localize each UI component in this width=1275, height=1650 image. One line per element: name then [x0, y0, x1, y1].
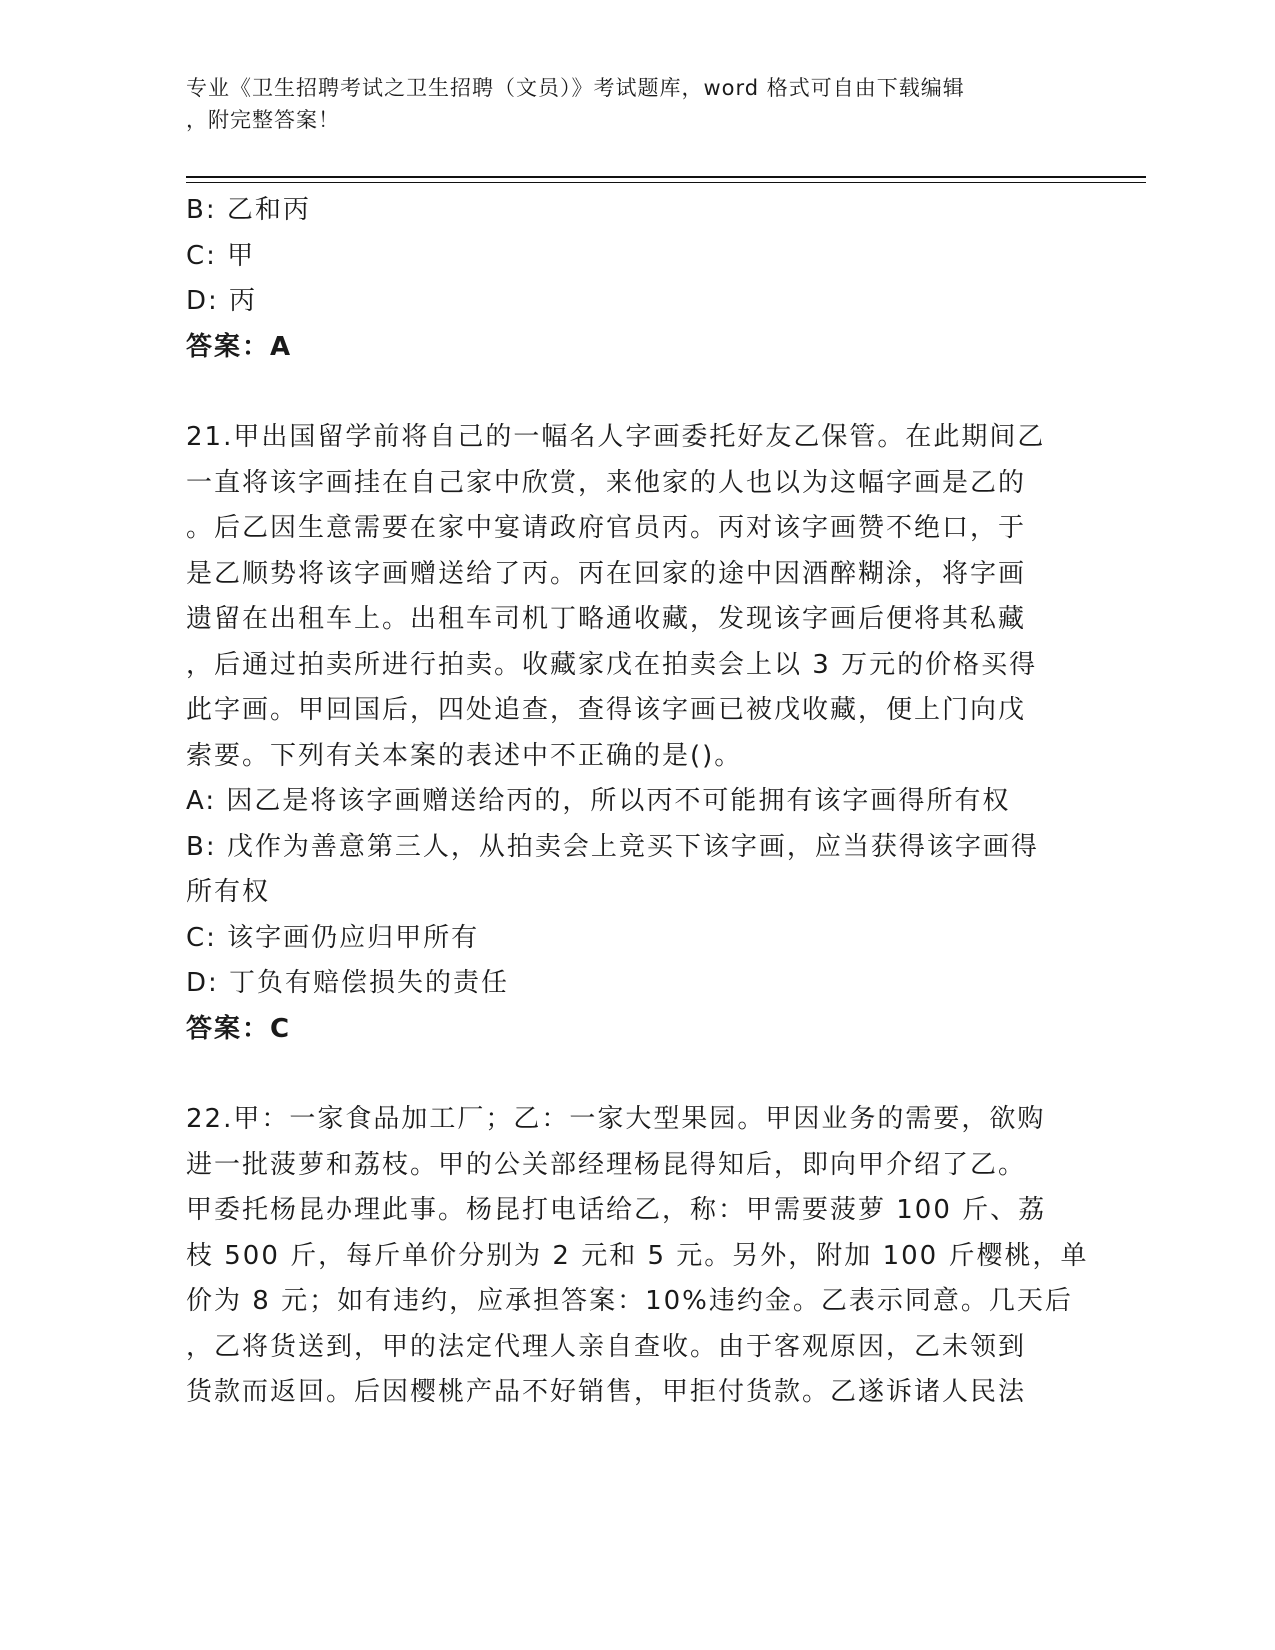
- question-21-stem: [186, 415, 1086, 779]
- stem-line: 是乙顺势将该字画赠送给了丙。丙在回家的途中因酒醉糊涂，将字画: [186, 558, 1027, 589]
- option-d: D: 丁负有赔偿损失的责任: [186, 968, 510, 998]
- header-rule-thick: [186, 176, 1146, 178]
- header-line-2: ，附完整答案！: [186, 108, 340, 132]
- stem-line: 索要。下列有关本案的表述中不正确的是()。: [186, 740, 743, 771]
- question-22-stem: [186, 1097, 1089, 1416]
- option-d: D: 丙: [186, 286, 258, 316]
- option-c: C: 甲: [186, 240, 256, 271]
- stem-line: 此字画。甲回国后，四处追查，查得该字画已被戊收藏，便上门向戊: [186, 695, 1027, 725]
- question-20-options: [186, 188, 1086, 325]
- question-21-answer: 答案：C: [186, 1013, 292, 1044]
- option-b-continued: 所有权: [186, 877, 271, 907]
- spacer: [186, 370, 1086, 415]
- question-21-options: [186, 779, 1086, 1007]
- stem-line: 甲委托杨昆办理此事。杨昆打电话给乙，称：甲需要菠萝 100 斤、荔: [186, 1195, 1047, 1225]
- stem-line: 。后乙因生意需要在家中宴请政府官员丙。丙对该字画赞不绝口，于: [186, 513, 1027, 543]
- stem-line: 一直将该字画挂在自己家中欣赏，来他家的人也以为这幅字画是乙的: [186, 467, 1027, 498]
- document-body: [186, 188, 1089, 1416]
- stem-line: ，乙将货送到，甲的法定代理人亲自查收。由于客观原因，乙未领到: [186, 1331, 1027, 1362]
- option-b: B: 戊作为善意第三人，从拍卖会上竞买下该字画，应当获得该字画得: [186, 831, 1039, 862]
- stem-line: 价为 8 元；如有违约，应承担答案：10%违约金。乙表示同意。几天后: [186, 1286, 1073, 1316]
- stem-line: 遗留在出租车上。出租车司机丁略通收藏，发现该字画后便将其私藏: [186, 604, 1027, 634]
- question-20-answer: 答案：A: [186, 331, 293, 362]
- stem-line: 枝 500 斤，每斤单价分别为 2 元和 5 元。另外，附加 100 斤樱桃，单: [186, 1240, 1089, 1271]
- document-header: [186, 72, 1066, 136]
- option-b: B: 乙和丙: [186, 195, 311, 225]
- stem-line: 货款而返回。后因樱桃产品不好销售，甲拒付货款。乙遂诉诸人民法: [186, 1377, 1027, 1407]
- header-line-1: 专业《卫生招聘考试之卫生招聘（文员）》考试题库，word 格式可自由下载编辑: [186, 76, 965, 100]
- stem-line: ，后通过拍卖所进行拍卖。收藏家戊在拍卖会上以 3 万元的价格买得: [186, 649, 1038, 680]
- stem-line: 21.甲出国留学前将自己的一幅名人字画委托好友乙保管。在此期间乙: [186, 422, 1046, 452]
- stem-line: 22.甲：一家食品加工厂；乙：一家大型果园。甲因业务的需要，欲购: [186, 1104, 1046, 1134]
- header-rule-thin: [186, 182, 1146, 183]
- option-a: A: 因乙是将该字画赠送给丙的，所以丙不可能拥有该字画得所有权: [186, 786, 1011, 816]
- stem-line: 进一批菠萝和荔枝。甲的公关部经理杨昆得知后，即向甲介绍了乙。: [186, 1149, 1027, 1180]
- spacer: [186, 1052, 1086, 1097]
- option-c: C: 该字画仍应归甲所有: [186, 922, 480, 953]
